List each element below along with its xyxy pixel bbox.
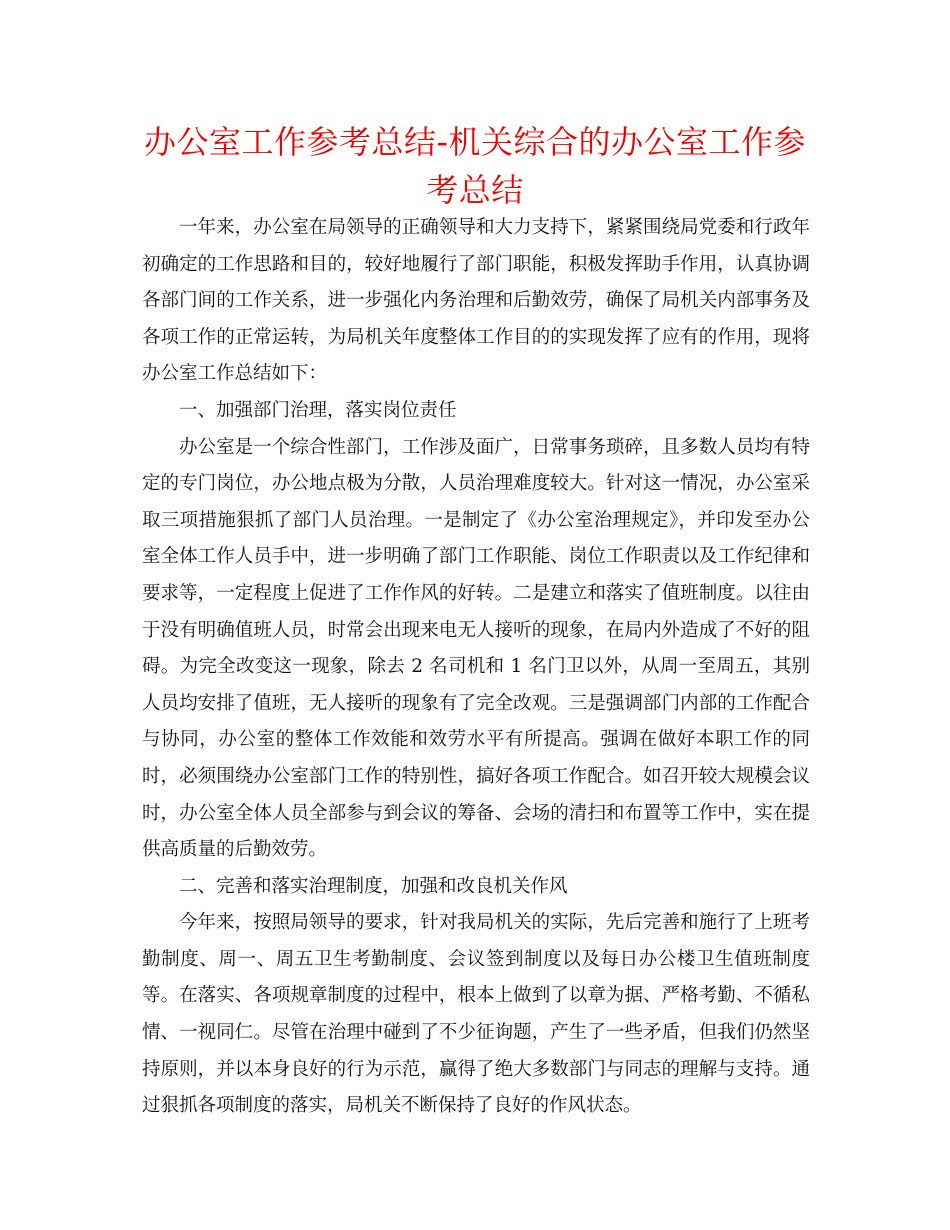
paragraph-intro: 一年来，办公室在局领导的正确领导和大力支持下，紧紧围绕局党委和行政年初确定的工作思路和目的，较好地履行了部门职能，积极发挥助手作用，认真协调各部门间的工作关系，进一步强化内务治理和后勤效劳，确保了局机关内部事务及各项工作的正常运转，为局机关年度整体工作目的的实现发挥了应有的作用，现将办公室工作总结如下： — [142, 217, 810, 385]
document-title: 办公室工作参考总结-机关综合的办公室工作参考总结 — [143, 123, 807, 209]
section-heading-2: 二、完善和落实治理制度，加强和改良机关作风 — [179, 875, 568, 897]
paragraph-section-1: 办公室是一个综合性部门，工作涉及面广，日常事务琐碎，且多数人员均有特定的专门岗位，办公地点极为分散，人员治理难度较大。针对这一情况，办公室采取三项措施狠抓了部门人员治理。一是制定了《办公室治理规定》，并印发至办公室全体工作人员手中，进一步明确了部门工作职能、岗位工作职责以及工作纪律和要求等，一定程度上促进了工作作风的好转。二是建立和落实了值班制度。以往由于没有明确值班人员，时常会出现来电无人接听的现象，在局内外造成了不好的阻碍。为完全改变这一现象，除去 2 名司机和 1 名门卫以外，从周一至周五，其别人员均安排了值班，无人接听的现象有了完全改观。三是强调部门内部的工作配合与协同，办公室的整体工作效能和效劳水平有所提高。强调在做好本职工作的同时，必须围绕办公室部门工作的特别性，搞好各项工作配合。如召开较大规模会议时，办公室全体人员全部参与到会议的筹备、会场的清扫和布置等工作中，实在提供高质量的后勤效劳。 — [142, 436, 810, 861]
section-heading-1: 一、加强部门治理，落实岗位责任 — [179, 399, 457, 421]
document-body — [142, 210, 810, 1125]
paragraph-section-2: 今年来，按照局领导的要求，针对我局机关的实际，先后完善和施行了上班考勤制度、周一、周五卫生考勤制度、会议签到制度以及每日办公楼卫生值班制度等。在落实、各项规章制度的过程中，根本上做到了以章为据、严格考勤、不循私情、一视同仁。尽管在治理中碰到了不少征询题，产生了一些矛盾，但我们仍然坚持原则，并以本身良好的行为示范，赢得了绝大多数部门与同志的理解与支持。通过狠抓各项制度的落实，局机关不断保持了良好的作风状态。 — [142, 912, 810, 1117]
